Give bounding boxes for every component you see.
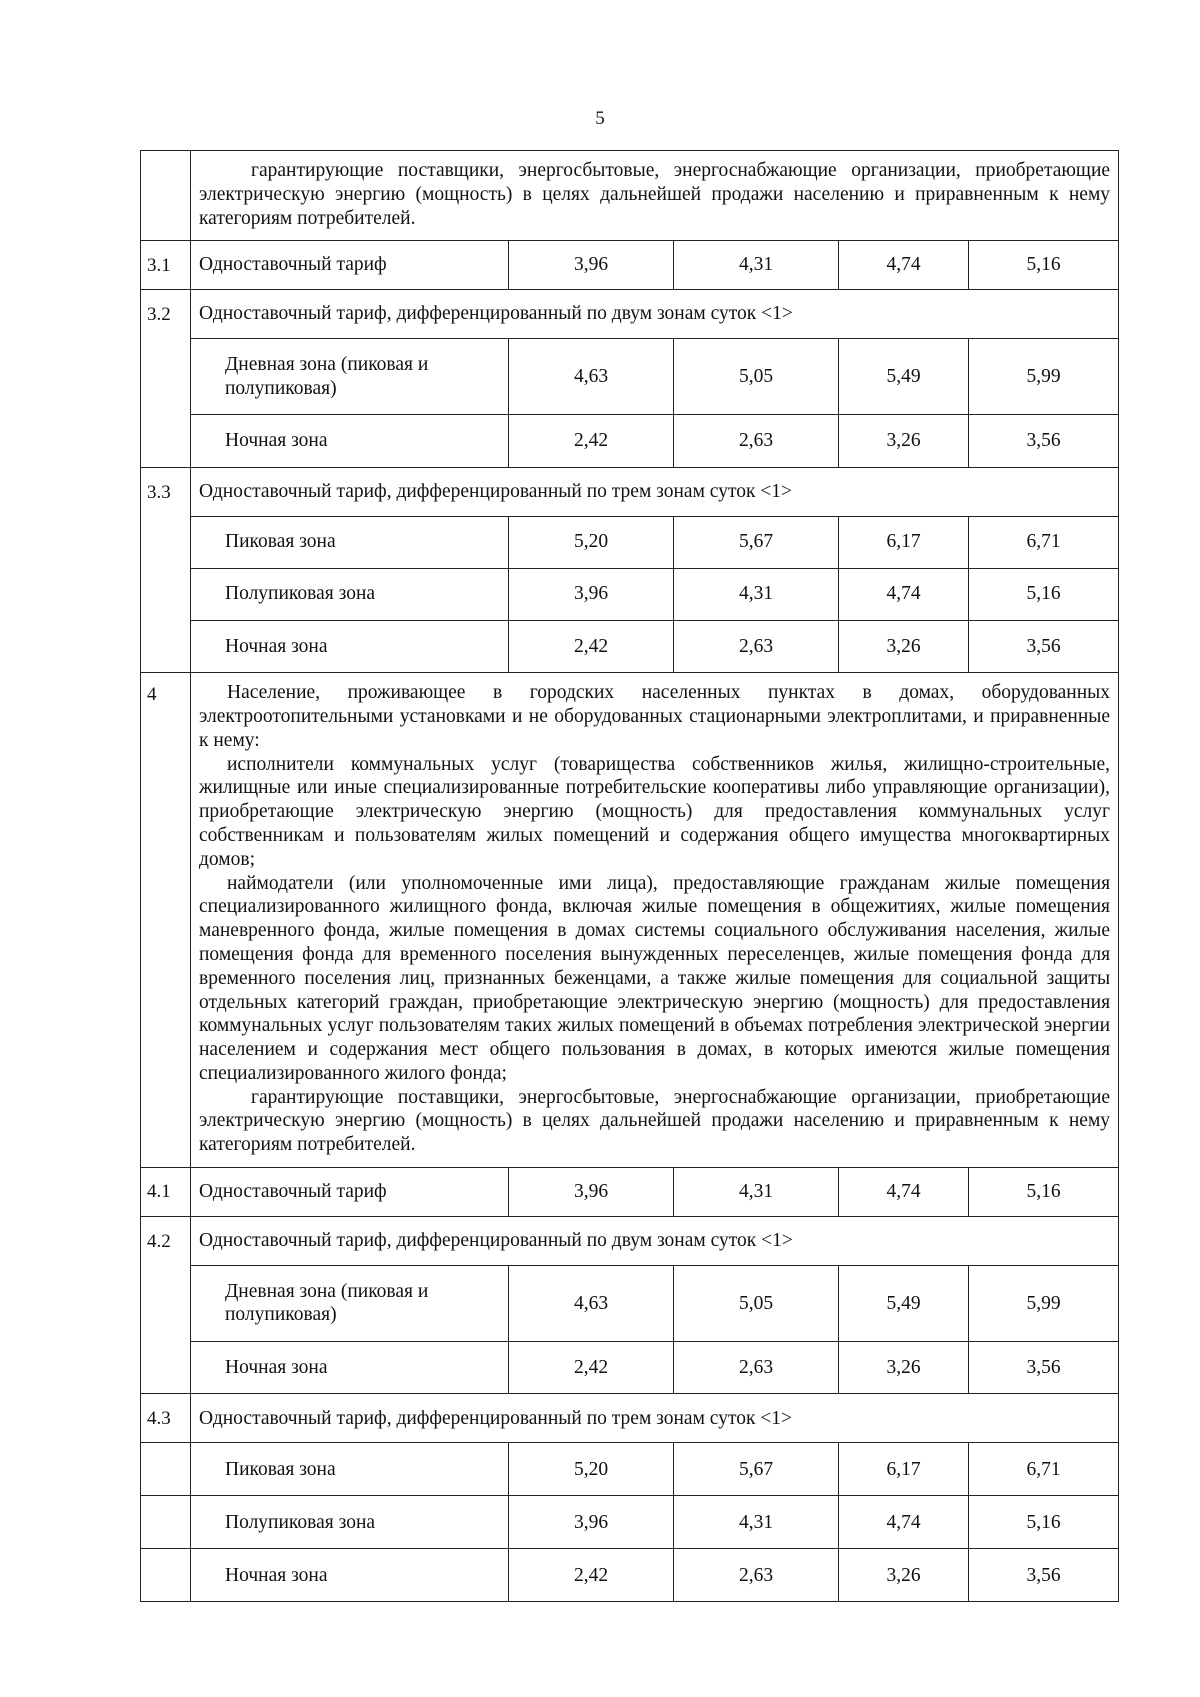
row-number: [141, 151, 191, 241]
tariff-value: 5,16: [969, 241, 1119, 290]
row-number: 4.3: [141, 1394, 191, 1443]
tariff-value: 4,31: [674, 1167, 839, 1216]
tariff-value: 4,31: [674, 1496, 839, 1549]
tariff-value: 6,17: [839, 516, 969, 568]
tariff-value: 3,96: [509, 1167, 674, 1216]
tariff-value: 4,74: [839, 1167, 969, 1216]
table-row: [141, 620, 1119, 673]
table-row: [141, 339, 1119, 415]
tariff-value: 5,05: [674, 339, 839, 415]
table-row: [141, 241, 1119, 290]
table-row: [141, 151, 1119, 241]
paragraph: наймодатели (или уполномоченные ими лица), предоставляющие гражданам жилые помещения специализированного жилищного фонда, включая жилые помещения в общежитиях, жилые помещения маневренного фонда, жилые помещения в домах системы социального обслуживания населения, жилые помещения фонда для временного поселения вынужденных переселенцев, жилые помещения фонда для временного поселения лиц, признанных беженцами, а также жилые помещения для социальной защиты отдельных категорий граждан, приобретающие электрическую энергию (мощность) для предоставления коммунальных услуг пользователям таких жилых помещений в объемах потребления электрической энергии населением и содержания мест общего пользования в домах, в которых имеются жилые помещения специализированного жилого фонда;: [199, 872, 1111, 1084]
paragraph: гарантирующие поставщики, энергосбытовые, энергоснабжающие организации, приобретающие электрическую энергию (мощность) в целях дальнейшей продажи населению и приравненным к нему категориям потребителей.: [199, 1086, 1111, 1156]
tariff-value: 5,49: [839, 1265, 969, 1341]
tariff-value: 4,31: [674, 568, 839, 620]
paragraph: Население, проживающее в городских населенных пунктах в домах, оборудованных электроотопительными установками и не оборудованных стационарными электроплитами, и приравненные к нему:: [199, 682, 1111, 751]
tariff-group-label: Одноставочный тариф, дифференцированный по трем зонам суток <1>: [191, 1394, 1119, 1443]
tariff-value: 4,74: [839, 568, 969, 620]
table-row: [141, 467, 1119, 516]
page-number: 5: [595, 108, 605, 129]
tariff-value: 3,56: [969, 1549, 1119, 1602]
tariff-table: [140, 150, 1119, 1602]
tariff-label: Ночная зона: [191, 620, 509, 673]
table-row: [141, 1394, 1119, 1443]
table-row: [141, 1496, 1119, 1549]
tariff-value: 2,63: [674, 620, 839, 673]
tariff-value: 3,26: [839, 620, 969, 673]
tariff-value: 3,26: [839, 415, 969, 468]
section-3-header-text: гарантирующие поставщики, энергосбытовые, энергоснабжающие организации, приобретающие электрическую энергию (мощность) в целях дальнейшей продажи населению и приравненным к нему категориям потребителей.: [191, 151, 1119, 241]
tariff-value: 4,74: [839, 241, 969, 290]
row-number: 3.3: [141, 467, 191, 516]
tariff-value: 3,26: [839, 1549, 969, 1602]
tariff-value: 3,56: [969, 415, 1119, 468]
tariff-value: 2,42: [509, 415, 674, 468]
tariff-label: Дневная зона (пиковая и полупиковая): [191, 1265, 509, 1341]
tariff-value: 5,67: [674, 1443, 839, 1496]
tariff-value: 6,71: [969, 516, 1119, 568]
tariff-value: 5,16: [969, 1167, 1119, 1216]
tariff-value: 3,96: [509, 241, 674, 290]
tariff-label: Одноставочный тариф: [191, 1167, 509, 1216]
table-row: [141, 1443, 1119, 1496]
tariff-value: 2,42: [509, 1549, 674, 1602]
tariff-value: 5,67: [674, 516, 839, 568]
tariff-value: 4,31: [674, 241, 839, 290]
tariff-value: 6,17: [839, 1443, 969, 1496]
tariff-label: Ночная зона: [191, 1549, 509, 1602]
tariff-label: Одноставочный тариф: [191, 241, 509, 290]
row-number: 4.2: [141, 1216, 191, 1265]
table-row: [141, 1167, 1119, 1216]
tariff-value: 3,96: [509, 568, 674, 620]
tariff-label: Полупиковая зона: [191, 1496, 509, 1549]
table-row: [141, 673, 1119, 1168]
tariff-value: 5,20: [509, 1443, 674, 1496]
tariff-label: Ночная зона: [191, 1341, 509, 1394]
tariff-value: 6,71: [969, 1443, 1119, 1496]
tariff-group-label: Одноставочный тариф, дифференцированный по двум зонам суток <1>: [191, 1216, 1119, 1265]
table-row: [141, 1265, 1119, 1341]
section-4-description: [191, 673, 1119, 1168]
row-number: 3.2: [141, 290, 191, 339]
tariff-label: Полупиковая зона: [191, 568, 509, 620]
tariff-value: 2,42: [509, 1341, 674, 1394]
table-row: [141, 1549, 1119, 1602]
table-row: [141, 1216, 1119, 1265]
tariff-value: 4,63: [509, 1265, 674, 1341]
row-number: 3.1: [141, 241, 191, 290]
tariff-label: Пиковая зона: [191, 1443, 509, 1496]
tariff-label: Ночная зона: [191, 415, 509, 468]
table-row: [141, 415, 1119, 468]
tariff-value: 5,49: [839, 339, 969, 415]
tariff-value: 4,74: [839, 1496, 969, 1549]
tariff-value: 5,16: [969, 1496, 1119, 1549]
table-row: [141, 516, 1119, 568]
tariff-value: 5,20: [509, 516, 674, 568]
tariff-value: 5,16: [969, 568, 1119, 620]
tariff-value: 3,96: [509, 1496, 674, 1549]
row-number: 4: [141, 673, 191, 1168]
tariff-value: 5,05: [674, 1265, 839, 1341]
tariff-value: 2,63: [674, 415, 839, 468]
tariff-value: 2,63: [674, 1549, 839, 1602]
tariff-value: 3,56: [969, 620, 1119, 673]
table-row: [141, 290, 1119, 339]
tariff-group-label: Одноставочный тариф, дифференцированный по трем зонам суток <1>: [191, 467, 1119, 516]
table-row: [141, 568, 1119, 620]
tariff-label: Дневная зона (пиковая и полупиковая): [191, 339, 509, 415]
tariff-value: 4,63: [509, 339, 674, 415]
tariff-value: 3,26: [839, 1341, 969, 1394]
tariff-value: 2,42: [509, 620, 674, 673]
table-row: [141, 1341, 1119, 1394]
tariff-value: 5,99: [969, 339, 1119, 415]
tariff-value: 5,99: [969, 1265, 1119, 1341]
row-number: 4.1: [141, 1167, 191, 1216]
tariff-value: 2,63: [674, 1341, 839, 1394]
paragraph: исполнители коммунальных услуг (товарищества собственников жилья, жилищно-строительные, жилищные или иные специализированные потребительские кооперативы либо управляющие организации), приобретающие электрическую энергию (мощность) для предоставления коммунальных услуг собственникам и пользователям жилых помещений и содержания общего имущества многоквартирных домов;: [199, 753, 1111, 870]
tariff-label: Пиковая зона: [191, 516, 509, 568]
tariff-table-container: [140, 150, 1118, 1602]
tariff-value: 3,56: [969, 1341, 1119, 1394]
tariff-group-label: Одноставочный тариф, дифференцированный по двум зонам суток <1>: [191, 290, 1119, 339]
